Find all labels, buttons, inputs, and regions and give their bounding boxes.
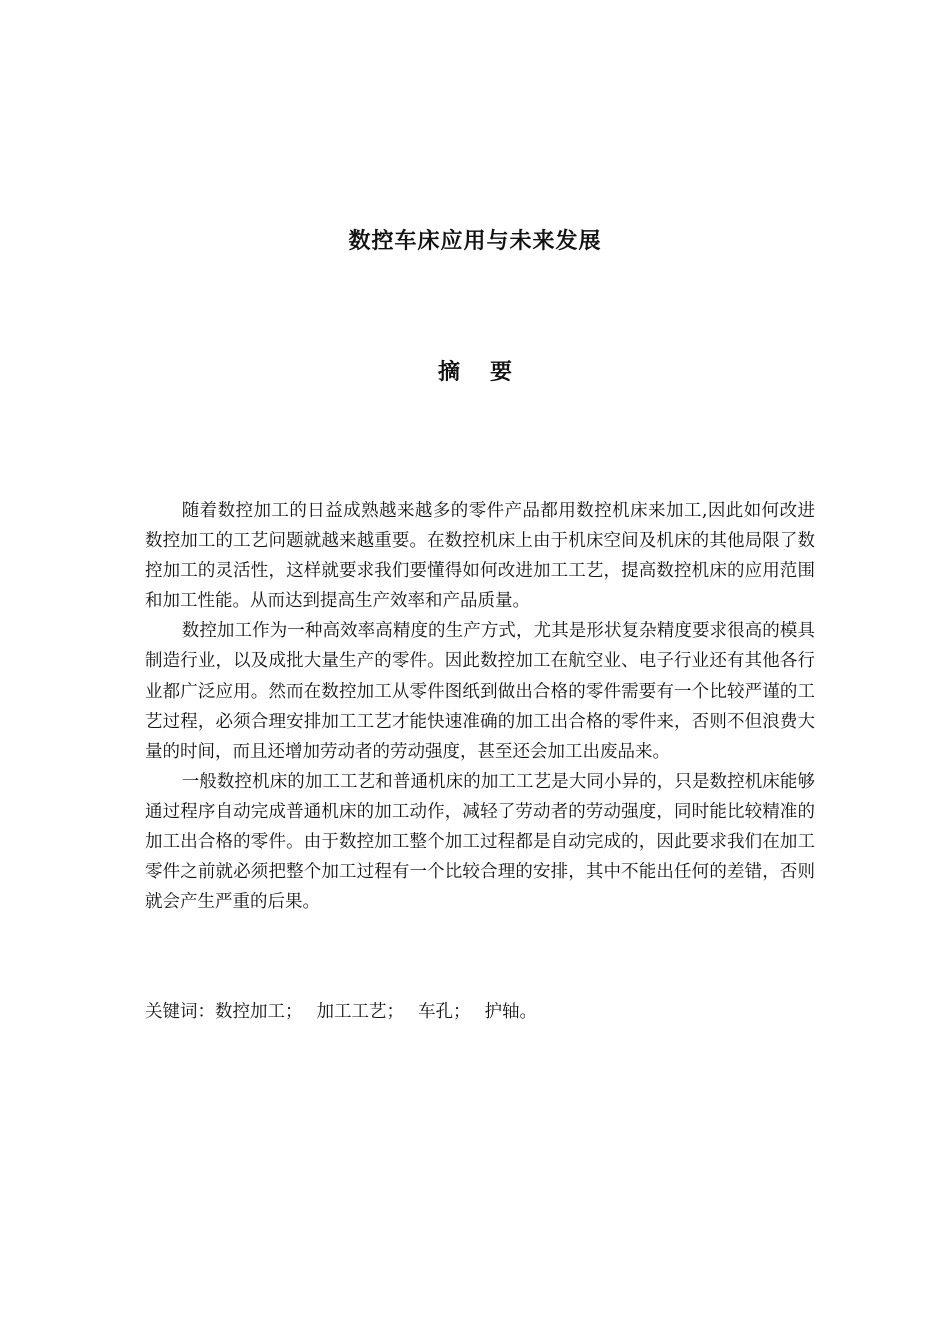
page-title: 数控车床应用与未来发展 — [348, 229, 602, 254]
abstract-paragraph-1: 随着数控加工的日益成熟越来越多的零件产品都用数控机床来加工,因此如何改进数控加工的工艺问题就越来越重要。在数控机床上由于机床空间及机床的其他局限了数控加工的灵活性，这样就要求我们要懂得如何改进加工工艺，提高数控机床的应用范围和加工性能。从而达到提高生产效率和产品质量。 — [145, 501, 815, 612]
keyword-item: 护轴。 — [484, 1002, 537, 1022]
abstract-heading-char-1: 摘 — [437, 360, 460, 385]
keywords-label: 关键词： — [145, 1002, 215, 1022]
abstract-body — [145, 496, 815, 917]
abstract-paragraph-2: 数控加工作为一种高效率高精度的生产方式，尤其是形状复杂精度要求很高的模具制造行业，以及成批大量生产的零件。因此数控加工在航空业、电子行业还有其他各行业都广泛应用。然而在数控加工从零件图纸到做出合格的零件需要有一个比较严谨的工艺过程，必须合理安排加工工艺才能快速准确的加工出合格的零件来，否则不但浪费大量的时间，而且还增加劳动者的劳动强度，甚至还会加工出废品来。 — [145, 621, 815, 762]
abstract-heading-char-2: 要 — [490, 360, 513, 385]
keyword-item: 车孔； — [418, 1002, 471, 1022]
keywords-line — [145, 997, 815, 1027]
abstract-paragraph-3: 一般数控机床的加工工艺和普通机床的加工工艺是大同小异的，只是数控机床能够通过程序自动完成普通机床的加工动作，减轻了劳动者的劳动强度，同时能比较精准的加工出合格的零件。由于数控加工整个加工过程都是自动完成的，因此要求我们在加工零件之前就必须把整个加工过程有一个比较合理的安排，其中不能出任何的差错，否则就会产生严重的后果。 — [145, 771, 815, 913]
abstract-heading — [0, 357, 950, 389]
keyword-item: 数控加工； — [215, 1002, 303, 1022]
keyword-item: 加工工艺； — [316, 1002, 404, 1022]
